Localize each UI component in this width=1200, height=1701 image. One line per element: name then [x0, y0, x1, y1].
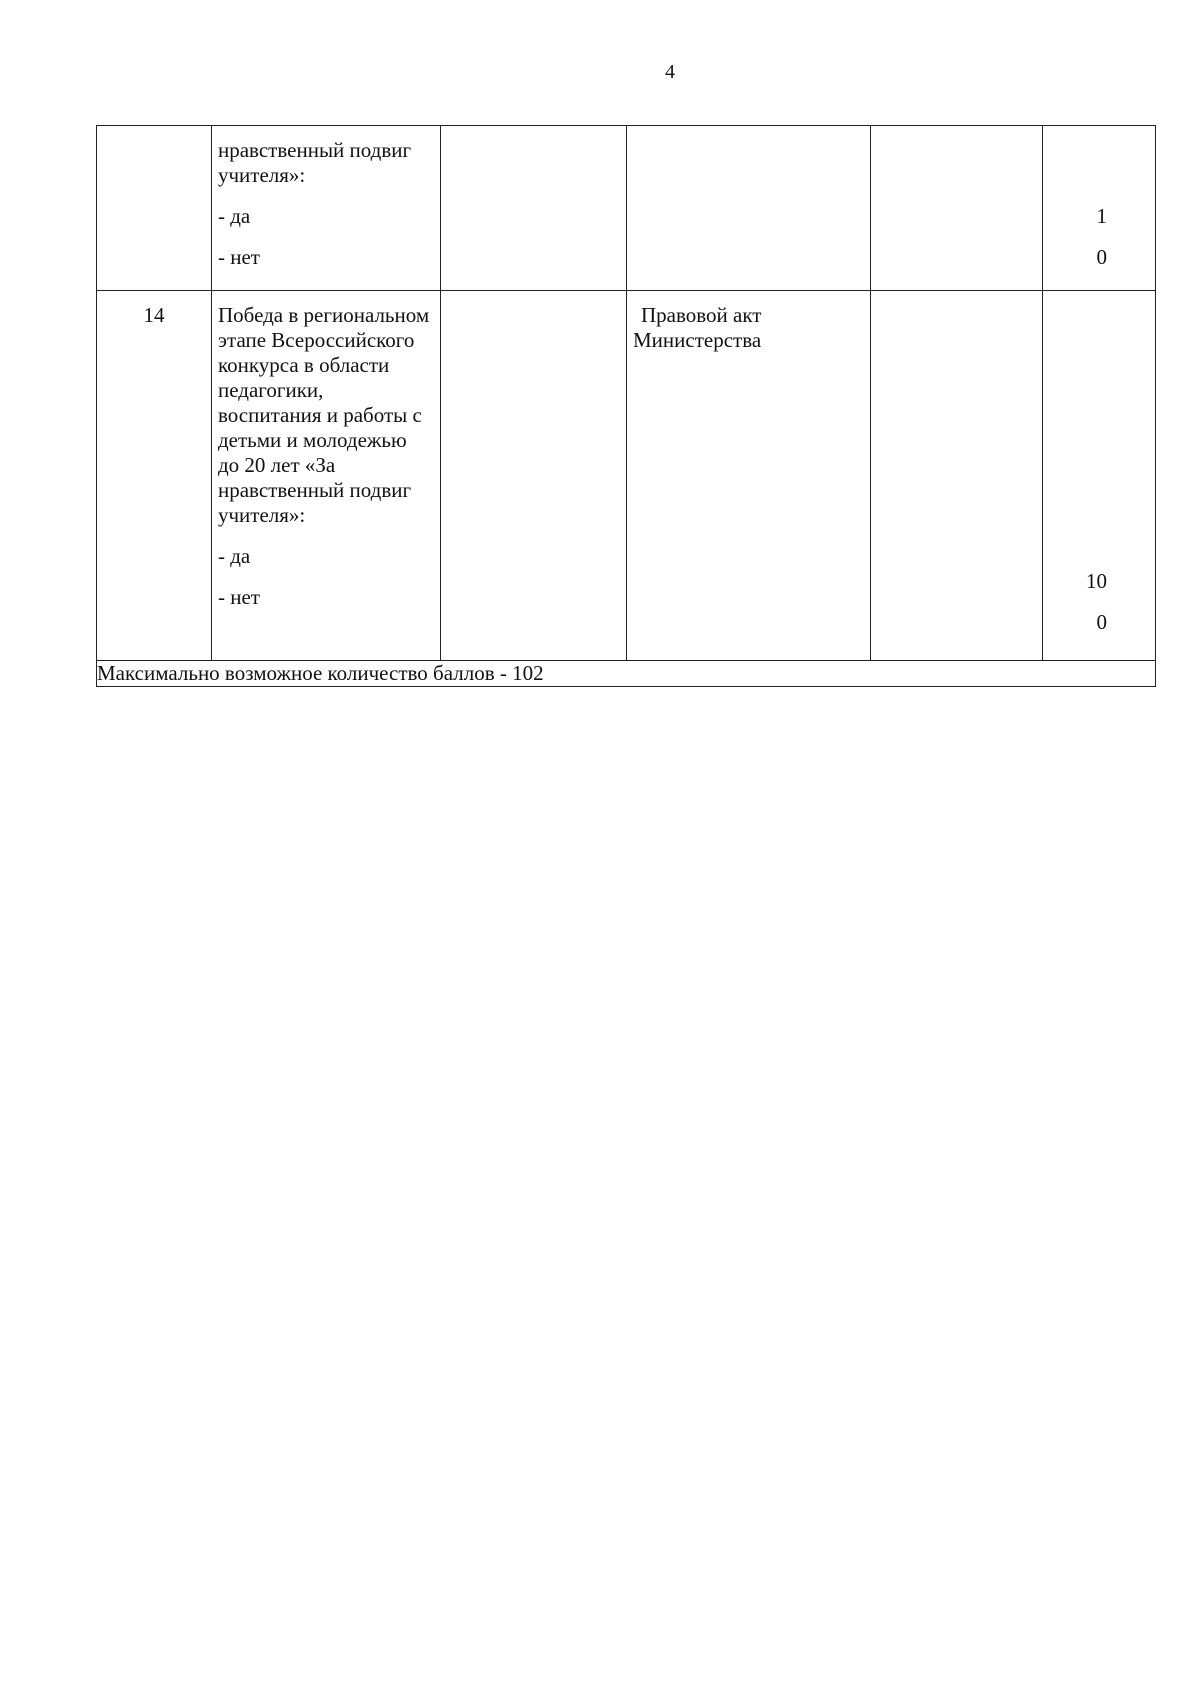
table-row: [97, 291, 1156, 661]
score-cell: [1043, 291, 1156, 661]
criterion-text: нравственный подвиг учителя»:: [218, 138, 412, 187]
document-cell: [627, 126, 871, 291]
option-no: - нет: [218, 245, 260, 269]
table-row: [97, 126, 1156, 291]
page-number: 4: [665, 61, 675, 83]
empty-cell: [871, 291, 1043, 661]
score-no: 0: [1096, 245, 1107, 269]
score-cell: [1043, 126, 1156, 291]
criteria-table: [96, 125, 1156, 687]
table-footer-row: [97, 661, 1156, 687]
number-cell: [97, 126, 212, 291]
score-yes: 10: [1086, 569, 1107, 593]
max-score-text: Максимально возможное количество баллов - 102: [97, 661, 1156, 687]
option-no: - нет: [218, 585, 260, 609]
number-cell: 14: [97, 291, 212, 661]
document-line-1: Правовой акт: [641, 303, 762, 327]
option-yes: - да: [218, 204, 251, 228]
empty-cell: [441, 291, 627, 661]
criterion-text: Победа в региональном этапе Всероссийского конкурса в области педагогики, воспитания и работы с детьми и молодежью до 20 лет «За нравственный подвиг учителя»:: [218, 303, 430, 527]
empty-cell: [871, 126, 1043, 291]
option-yes: - да: [218, 544, 251, 568]
document-cell: [627, 291, 871, 661]
empty-cell: [441, 126, 627, 291]
criterion-cell: [212, 291, 441, 661]
document-line-2: Министерства: [633, 328, 762, 352]
score-no: 0: [1096, 610, 1107, 634]
score-yes: 1: [1096, 204, 1107, 228]
criterion-cell: [212, 126, 441, 291]
